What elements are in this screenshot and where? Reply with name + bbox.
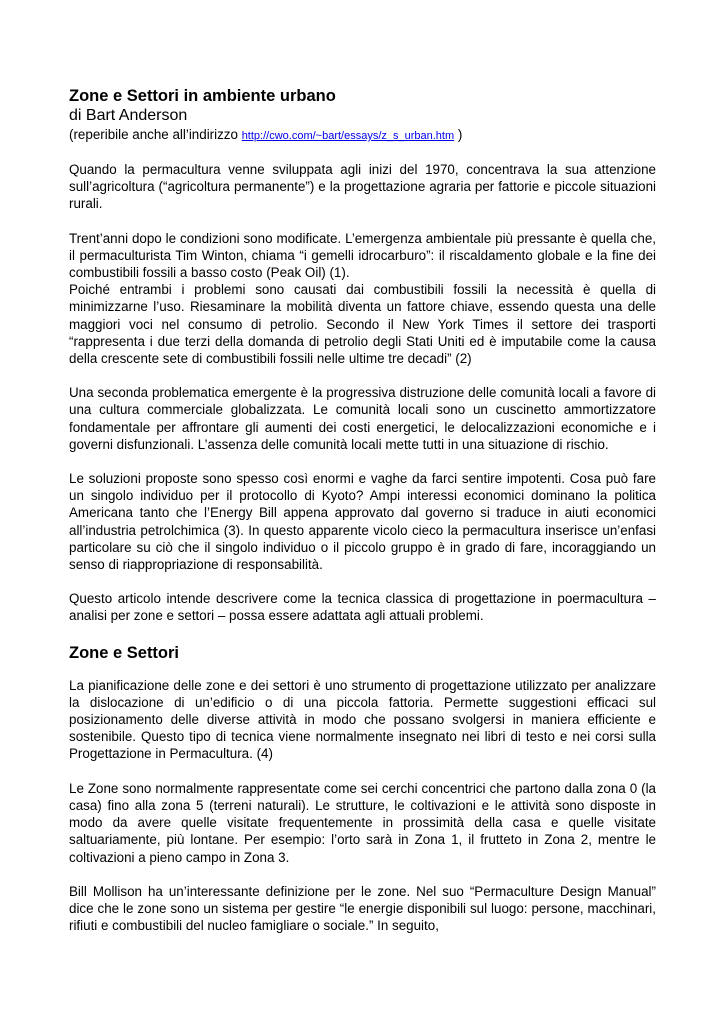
- paragraph-article-purpose: Questo articolo intende descrivere come la tecnica classica di progettazione in poermacultura – analisi per zone e settori – possa essere adattata agli attuali problemi.: [69, 591, 656, 624]
- document-title: Zone e Settori in ambiente urbano: [69, 87, 336, 105]
- paragraph-planning: La pianificazione delle zone e dei settori è uno strumento di progettazione utilizzato per analizzare la dislocazione di un’edificio o di una piccola fattoria. Permette suggestioni efficaci sul posizionamento delle diverse attività in modo che possano svolgersi in maniera efficiente e sostenibile. Questo tipo di tecnica viene normalmente insegnato nei libri di testo e nei corsi sulla Progettazione in Permacultura. (4): [69, 677, 656, 762]
- paragraph-intro: Quando la permacultura venne sviluppata agli inizi del 1970, concentrava la sua attenzione sull’agricoltura (“agricoltura permanente”) e la progettazione agraria per fattorie e piccole situazioni rurali.: [69, 162, 656, 212]
- section-heading: Zone e Settori: [69, 643, 180, 662]
- paragraph-emergency: Trent’anni dopo le condizioni sono modificate. L’emergenza ambientale più pressante è quella che, il permaculturista Tim Winton, chiama “i gemelli idrocarburo”: il riscaldamento globale e la fine dei combustibili fossili a basso costo (Peak Oil) (1).: [69, 230, 656, 281]
- source-line: [69, 126, 656, 145]
- source-link[interactable]: http://cwo.com/~bart/essays/z_s_urban.htm: [241, 130, 455, 142]
- paragraph-fossil-fuels: Poiché entrambi i problemi sono causati dai combustibili fossili la necessità è quella di minimizzarne l’uso. Riesaminare la mobilità diventa un fattore chiave, essendo questa una delle maggiori voci nel consumo di petrolio. Secondo il New York Times il settore dei trasporti “rappresenta i due terzi della domanda di petrolio degli Stati Uniti ed è imputabile come la causa della crescente sete di combustibili fossili nelle ultime tre decadi” (2): [69, 282, 656, 367]
- paragraph-zones: Le Zone sono normalmente rappresentate come sei cerchi concentrici che partono dalla zona 0 (la casa) fino alla zona 5 (terreni naturali). Le strutture, le coltivazioni e le attività sono disposte in modo da avere quelle visitate frequentemente in prossimità della casa e quelle visitate saltuariamente, più lontane. Per esempio: l’orto sarà in Zona 1, il frutteto in Zona 2, mentre le coltivazioni a pieno campo in Zona 3.: [69, 780, 656, 865]
- paragraph-solutions: Le soluzioni proposte sono spesso così enormi e vaghe da farci sentire impotenti. Cosa può fare un singolo individuo per il protocollo di Kyoto? Ampi interessi economici dominano la politica Americana tanto che l’Energy Bill appena approvato dal governo si traduce in aiuti economici all’industria petrolchimica (3). In questo apparente vicolo cieco la permacultura inserisce un’enfasi particolare su ciò che il singolo individuo o il piccolo gruppo è in grado di fare, incoraggiando un senso di riappropriazione di responsabilità.: [69, 471, 656, 573]
- document-page: [69, 86, 656, 934]
- paragraph-communities: Una seconda problematica emergente è la progressiva distruzione delle comunità locali a favore di una cultura commerciale globalizzata. Le comunità locali sono un cuscinetto ammortizzatore fondamentale per affrontare gli aumenti dei costi energetici, le delocalizzazioni economiche e i governi disfunzionali. L’assenza delle comunità locali mette tutti in una situazione di rischio.: [69, 385, 656, 452]
- document-author: di Bart Anderson: [69, 107, 188, 124]
- source-suffix: ): [454, 127, 463, 142]
- source-prefix: (reperibile anche all’indirizzo: [69, 127, 242, 142]
- paragraph-mollison: Bill Mollison ha un’interessante definizione per le zone. Nel suo “Permaculture Design Manual” dice che le zone sono un sistema per gestire “le energie disponibili sul luogo: persone, macchinari, rifiuti e combustibili del nucleo famigliare o sociale.” In seguito,: [69, 883, 656, 934]
